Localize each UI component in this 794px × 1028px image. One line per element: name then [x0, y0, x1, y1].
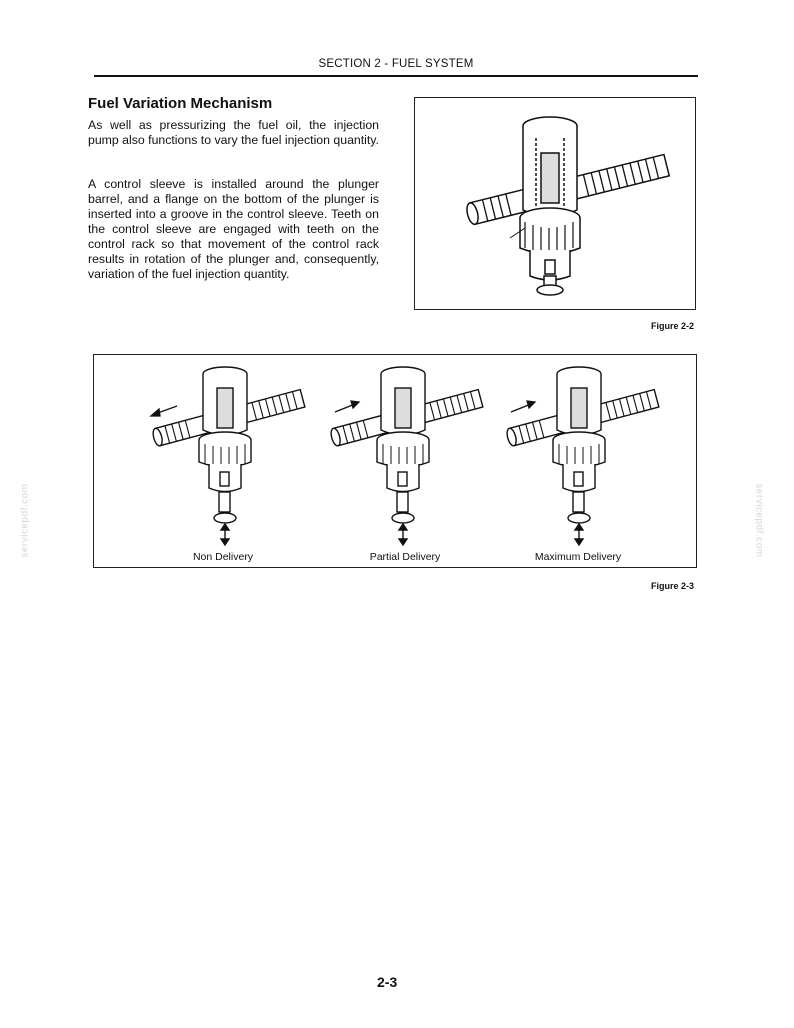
paragraph-intro: As well as pressurizing the fuel oil, the injection pump also functions to vary the fuel injection quantity.: [88, 118, 379, 147]
figure-2-3-illustration: [95, 356, 695, 548]
figure-2-2-caption: Figure 2-2: [651, 321, 695, 331]
figure-2-2-illustration: [415, 98, 695, 309]
label-non-delivery: Non Delivery: [192, 551, 254, 563]
page-number: 2-3: [377, 974, 398, 990]
plunger-barrel: [520, 117, 580, 295]
section-header: SECTION 2 - FUEL SYSTEM: [318, 58, 474, 70]
header-rule: [94, 75, 698, 77]
paragraph-control-sleeve: A control sleeve is installed around the plunger barrel, and a flange on the bottom of the plunger is inserted into a groove in the control sleeve. Teeth on the control sleeve are engaged with teeth on the control rack so that movement of the control rack results in rotation of the plunger and, consequently, variation of the fuel injection quantity.: [88, 177, 379, 281]
figure-2-3-caption: Figure 2-3: [651, 581, 695, 591]
watermark-left: servicepdf.com: [19, 483, 31, 558]
section-title: Fuel Variation Mechanism: [88, 95, 273, 112]
watermark-right: servicepdf.com: [753, 483, 765, 558]
label-partial-delivery: Partial Delivery: [369, 551, 441, 563]
label-maximum-delivery: Maximum Delivery: [534, 551, 622, 563]
